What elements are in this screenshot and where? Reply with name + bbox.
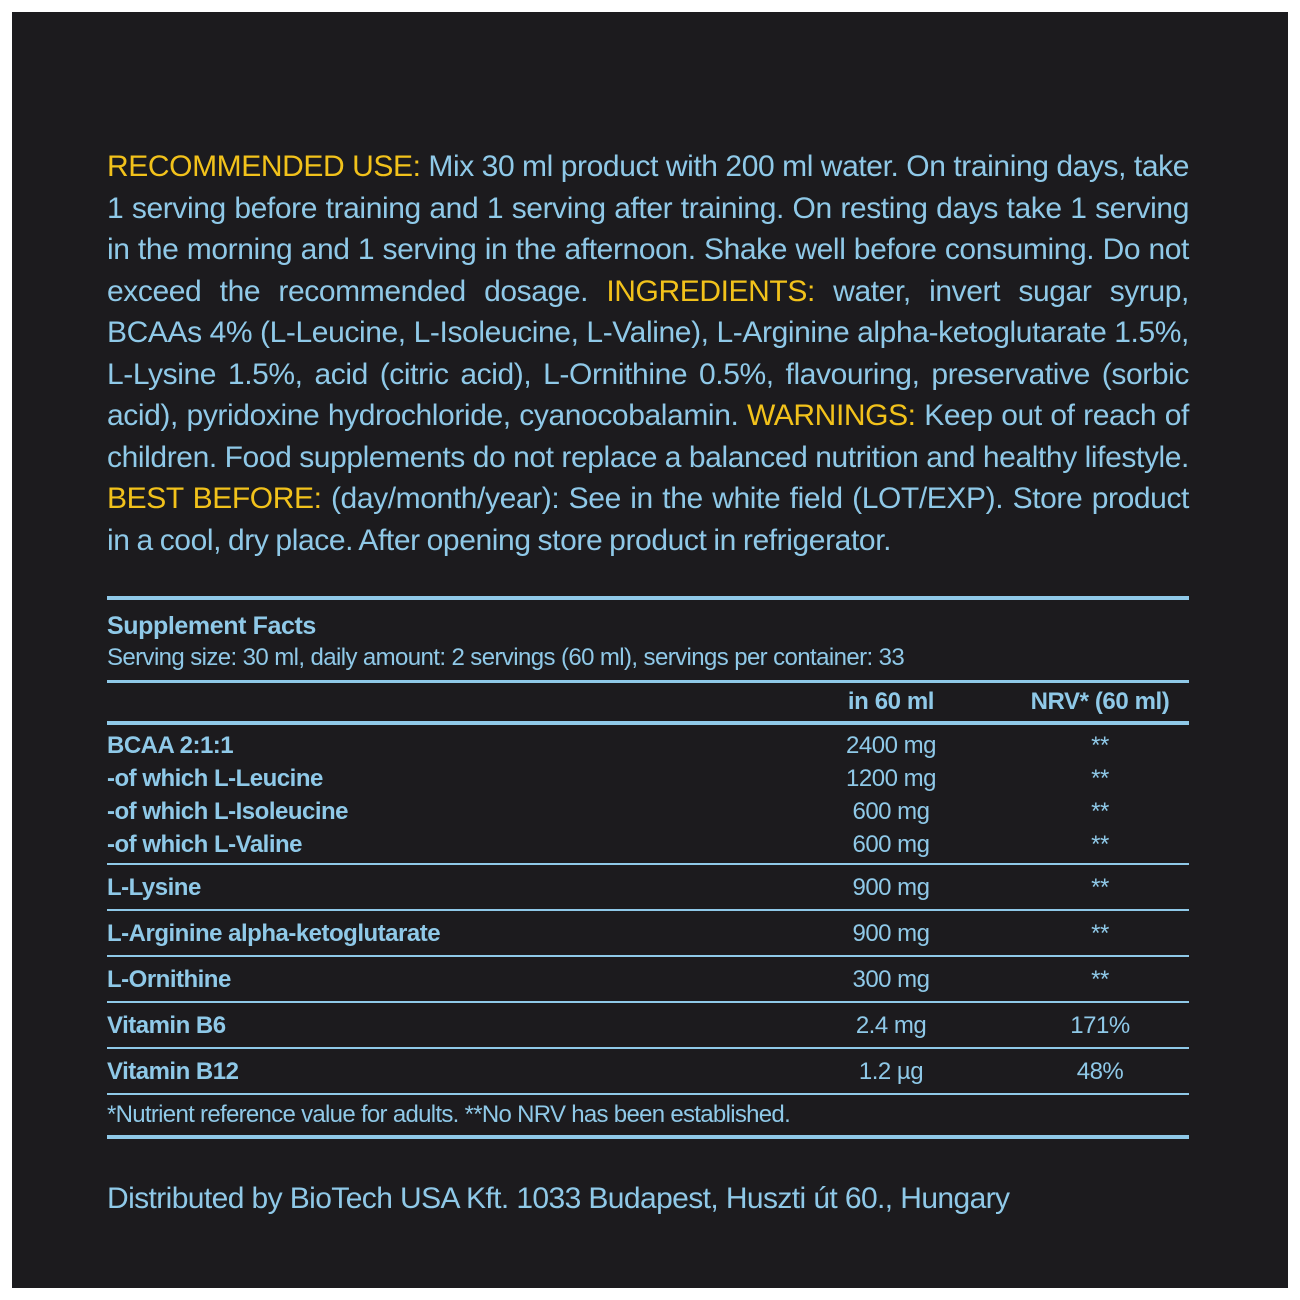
- nutrient-name: L-Ornithine: [107, 966, 231, 993]
- nutrient-name: Vitamin B6: [107, 1012, 226, 1039]
- nutrient-amount: 300 mg: [852, 966, 930, 993]
- table-group: [107, 865, 1189, 909]
- nutrient-name: Vitamin B12: [107, 1058, 239, 1085]
- table-group: [107, 957, 1189, 1001]
- table-header-row: [107, 683, 1189, 721]
- footnote: *Nutrient reference value for adults. **No NRV has been established.: [107, 1101, 791, 1128]
- nutrient-amount: 2.4 mg: [855, 1012, 927, 1039]
- nutrient-amount: 900 mg: [852, 874, 930, 901]
- ingredients-heading: INGREDIENTS:: [606, 274, 815, 308]
- serving-info: Serving size: 30 ml, daily amount: 2 servings (60 ml), servings per container: 33: [107, 644, 905, 671]
- nutrient-nrv: **: [1091, 765, 1109, 792]
- nutrient-name: -of which L-Valine: [107, 831, 303, 858]
- table-row: [107, 795, 1189, 828]
- facts-title: Supplement Facts: [107, 612, 316, 640]
- best-before-text: (day/month/year): See in the white field (LOT/EXP). Store product in a cool, dry place. After opening store product in refrigerator.: [107, 482, 1189, 557]
- nutrient-amount: 2400 mg: [846, 732, 936, 759]
- table-group: [107, 1049, 1189, 1093]
- warnings-text: Keep out of reach of children. Food supplements do not replace a balanced nutrition and healthy lifestyle.: [107, 399, 1189, 474]
- warnings-heading: WARNINGS:: [747, 399, 916, 432]
- label-paragraph: [107, 146, 1189, 561]
- table-row: [107, 762, 1189, 795]
- table-row: [107, 1053, 1189, 1091]
- table-row: [107, 869, 1189, 907]
- table-row: [107, 729, 1189, 762]
- nutrient-nrv: **: [1091, 874, 1109, 901]
- table-body: [107, 725, 1189, 1095]
- table-row: [107, 961, 1189, 999]
- nutrient-name: L-Arginine alpha-ketoglutarate: [107, 920, 441, 947]
- table-group: [107, 1003, 1189, 1047]
- nutrient-nrv: **: [1091, 798, 1109, 825]
- table-top-rule: [107, 596, 1189, 600]
- recommended-use-text: Mix 30 ml product with 200 ml water. On training days, take 1 serving before training and 1 serving after training. On resting days take 1 serving in the morning and 1 serving in the afternoon. Shake well before consuming. Do not exceed the recommended dosage.: [107, 150, 1190, 308]
- table-bottom-rule: [107, 1135, 1189, 1139]
- nutrient-nrv: 48%: [1076, 1058, 1124, 1085]
- nutrient-name: -of which L-Isoleucine: [107, 798, 349, 825]
- ingredients-text: water, invert sugar syrup, BCAAs 4% (L-Leucine, L-Isoleucine, L-Valine), L-Arginine alpha-ketoglutarate 1.5%, L-Lysine 1.5%, acid (citric acid), L-Ornithine 0.5%, flavouring, preservative (sorbic acid), pyridoxine hydrochloride, cyanocobalamin.: [107, 274, 1189, 432]
- table-group: [107, 725, 1189, 863]
- supplement-facts-table: [107, 596, 1189, 1139]
- column-header-amount: in 60 ml: [847, 688, 935, 715]
- nutrient-amount: 1200 mg: [846, 765, 936, 792]
- nutrient-nrv: **: [1091, 920, 1109, 947]
- nutrient-amount: 600 mg: [852, 798, 930, 825]
- nutrient-amount: 900 mg: [852, 920, 930, 947]
- nutrient-nrv: **: [1091, 831, 1109, 858]
- best-before-heading: BEST BEFORE:: [107, 482, 322, 515]
- nutrient-nrv: **: [1091, 966, 1109, 993]
- nutrient-name: L-Lysine: [107, 874, 201, 901]
- nutrient-name: -of which L-Leucine: [107, 765, 323, 792]
- table-row: [107, 828, 1189, 861]
- nutrient-amount: 1.2 µg: [858, 1058, 924, 1085]
- nutrient-name: BCAA 2:1:1: [107, 732, 234, 759]
- nutrient-amount: 600 mg: [852, 831, 930, 858]
- distributor-line: Distributed by BioTech USA Kft. 1033 Budapest, Huszti út 60., Hungary: [107, 1182, 1010, 1215]
- column-header-nrv: NRV* (60 ml): [1030, 688, 1170, 715]
- table-group: [107, 911, 1189, 955]
- table-row: [107, 915, 1189, 953]
- nutrient-nrv: **: [1091, 732, 1109, 759]
- nutrient-nrv: 171%: [1070, 1012, 1130, 1039]
- table-row: [107, 1007, 1189, 1045]
- recommended-use-heading: RECOMMENDED USE:: [107, 150, 421, 183]
